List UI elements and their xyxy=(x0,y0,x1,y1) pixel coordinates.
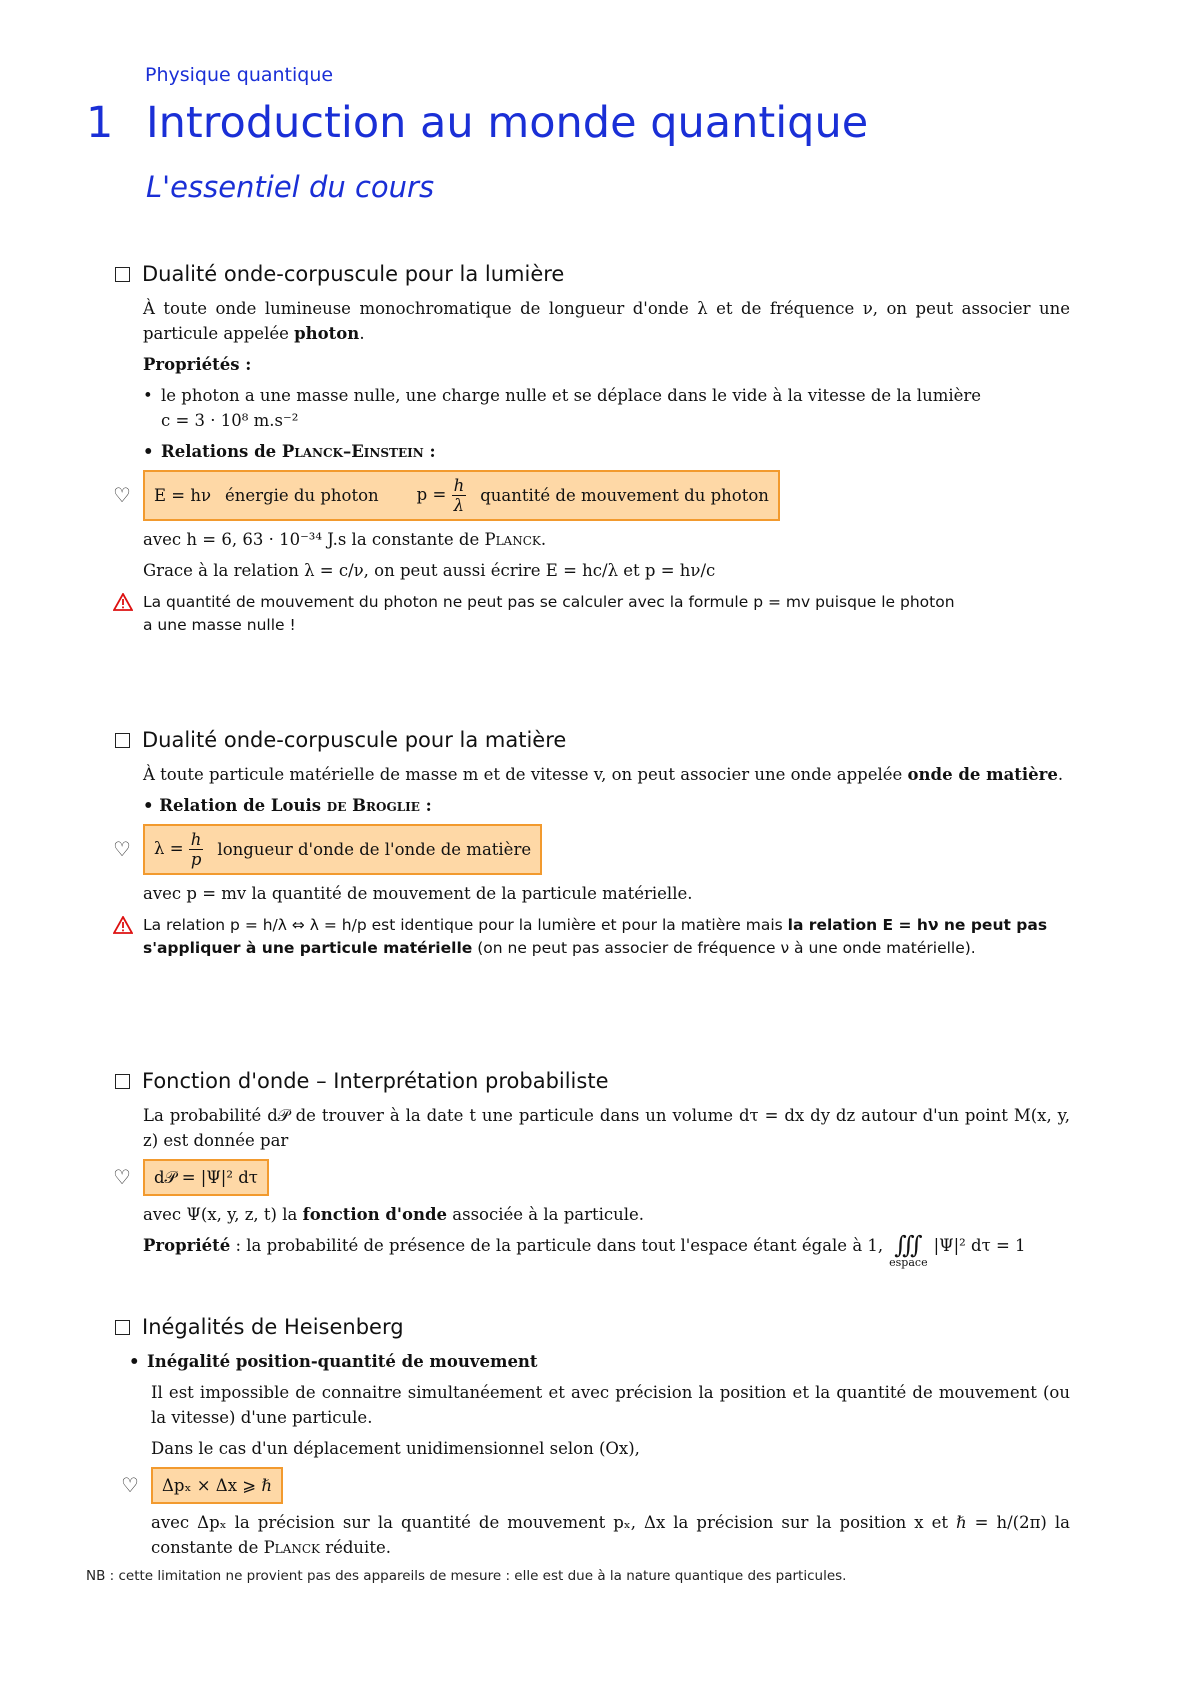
relation-label: • Relation de Louis de Broglie : xyxy=(143,796,432,815)
checkbox-square-icon xyxy=(115,1320,130,1335)
chapter-number: 1 xyxy=(86,98,114,148)
section-title: Dualité onde-corpuscule pour la matière xyxy=(115,728,1070,752)
list-item: • Inégalité position-quantité de mouvement xyxy=(129,1352,538,1371)
paragraph: Il est impossible de connaitre simultanéement et avec précision la position et la quantité de mouvement (ou la vitesse) d'une particule. xyxy=(151,1383,1070,1427)
paragraph: Propriété : la probabilité de présence de la particule dans tout l'espace étant égale à 1, ∭ espace |Ψ|² dτ = 1 xyxy=(143,1231,1026,1269)
formula-row xyxy=(113,470,1070,521)
properties-label: Propriétés : xyxy=(143,355,252,374)
checkbox-square-icon xyxy=(115,733,130,748)
subject-label: Physique quantique xyxy=(145,64,334,86)
heart-icon: ♡ xyxy=(121,1473,139,1497)
section-light-duality xyxy=(115,262,1070,641)
warning-note: La relation p = h/λ ⇔ λ = h/p est identique pour la lumière et pour la matière mais la relation E = hν ne peut pas s'appliquer à une particule matérielle (on ne peut pas associer de fréquence ν à une onde matérielle). xyxy=(113,914,1070,960)
formula-box: d𝒫 = |Ψ|² dτ xyxy=(143,1159,269,1196)
list-item: • le photon a une masse nulle, une charge nulle et se déplace dans le vide à la vitesse de la lumière c = 3 · 10⁸ m.s⁻² xyxy=(143,386,982,430)
section-title: Fonction d'onde – Interprétation probabiliste xyxy=(115,1069,1070,1093)
formula-row xyxy=(113,1159,1070,1196)
paragraph: La probabilité d𝒫 de trouver à la date t une particule dans un volume dτ = dx dy dz autour d'un point M(x, y, z) est donnée par xyxy=(143,1106,1070,1150)
warning-icon xyxy=(113,914,143,960)
section-title: Inégalités de Heisenberg xyxy=(115,1315,1070,1339)
heart-icon: ♡ xyxy=(113,1165,131,1189)
triple-integral: ∭ espace xyxy=(889,1231,928,1269)
paragraph: À toute onde lumineuse monochromatique de longueur d'onde λ et de fréquence ν, on peut associer une particule appelée photon. xyxy=(143,299,1070,343)
paragraph: avec p = mv la quantité de mouvement de la particule matérielle. xyxy=(143,884,693,903)
warning-icon xyxy=(113,591,143,637)
section-matter-duality xyxy=(115,728,1070,964)
warning-note: La quantité de mouvement du photon ne peut pas se calculer avec la formule p = mv puisque le photon a une masse nulle ! xyxy=(113,591,1070,637)
checkbox-square-icon xyxy=(115,267,130,282)
section-heisenberg xyxy=(115,1315,1070,1566)
formula-box: λ = $\frac{h}{p}$ longueur d'onde de l'onde de matière xyxy=(143,824,542,875)
fraction: $\frac{h}{p}$ xyxy=(190,830,202,869)
formula-box: Δpₓ × Δx ⩾ ℏ xyxy=(151,1467,283,1504)
paragraph: avec Ψ(x, y, z, t) la fonction d'onde associée à la particule. xyxy=(143,1205,645,1224)
paragraph: Dans le cas d'un déplacement unidimensionnel selon (Ox), xyxy=(151,1439,640,1458)
chapter-subtitle: L'essentiel du cours xyxy=(146,170,435,204)
list-item: • Relations de Planck–Einstein : xyxy=(143,442,436,461)
section-wave-function xyxy=(115,1069,1070,1275)
paragraph: Grace à la relation λ = c/ν, on peut aussi écrire E = hc/λ et p = hν/c xyxy=(143,561,716,580)
paragraph: avec h = 6, 63 · 10⁻³⁴ J.s la constante de Planck. xyxy=(143,530,547,549)
formula-row xyxy=(113,824,1070,875)
paragraph: À toute particule matérielle de masse m et de vitesse v, on peut associer une onde appelée onde de matière. xyxy=(143,765,1064,784)
heart-icon: ♡ xyxy=(113,483,131,507)
section-title: Dualité onde-corpuscule pour la lumière xyxy=(115,262,1070,286)
fraction: $\frac{h}{\lambda}$ xyxy=(453,476,465,515)
formula-box: E = hν énergie du photon p = $\frac{h}{\lambda}$ quantité de mouvement du photon xyxy=(143,470,780,521)
checkbox-square-icon xyxy=(115,1074,130,1089)
paragraph: avec Δpₓ la précision sur la quantité de mouvement pₓ, Δx la précision sur la position x et ℏ = h/(2π) la constante de Planck réduite. xyxy=(151,1513,1070,1557)
footnote: NB : cette limitation ne provient pas des appareils de mesure : elle est due à la nature quantique des particules. xyxy=(86,1568,847,1584)
formula-row xyxy=(121,1467,1070,1504)
chapter-heading xyxy=(86,98,868,148)
chapter-title: Introduction au monde quantique xyxy=(146,98,869,148)
heart-icon: ♡ xyxy=(113,837,131,861)
